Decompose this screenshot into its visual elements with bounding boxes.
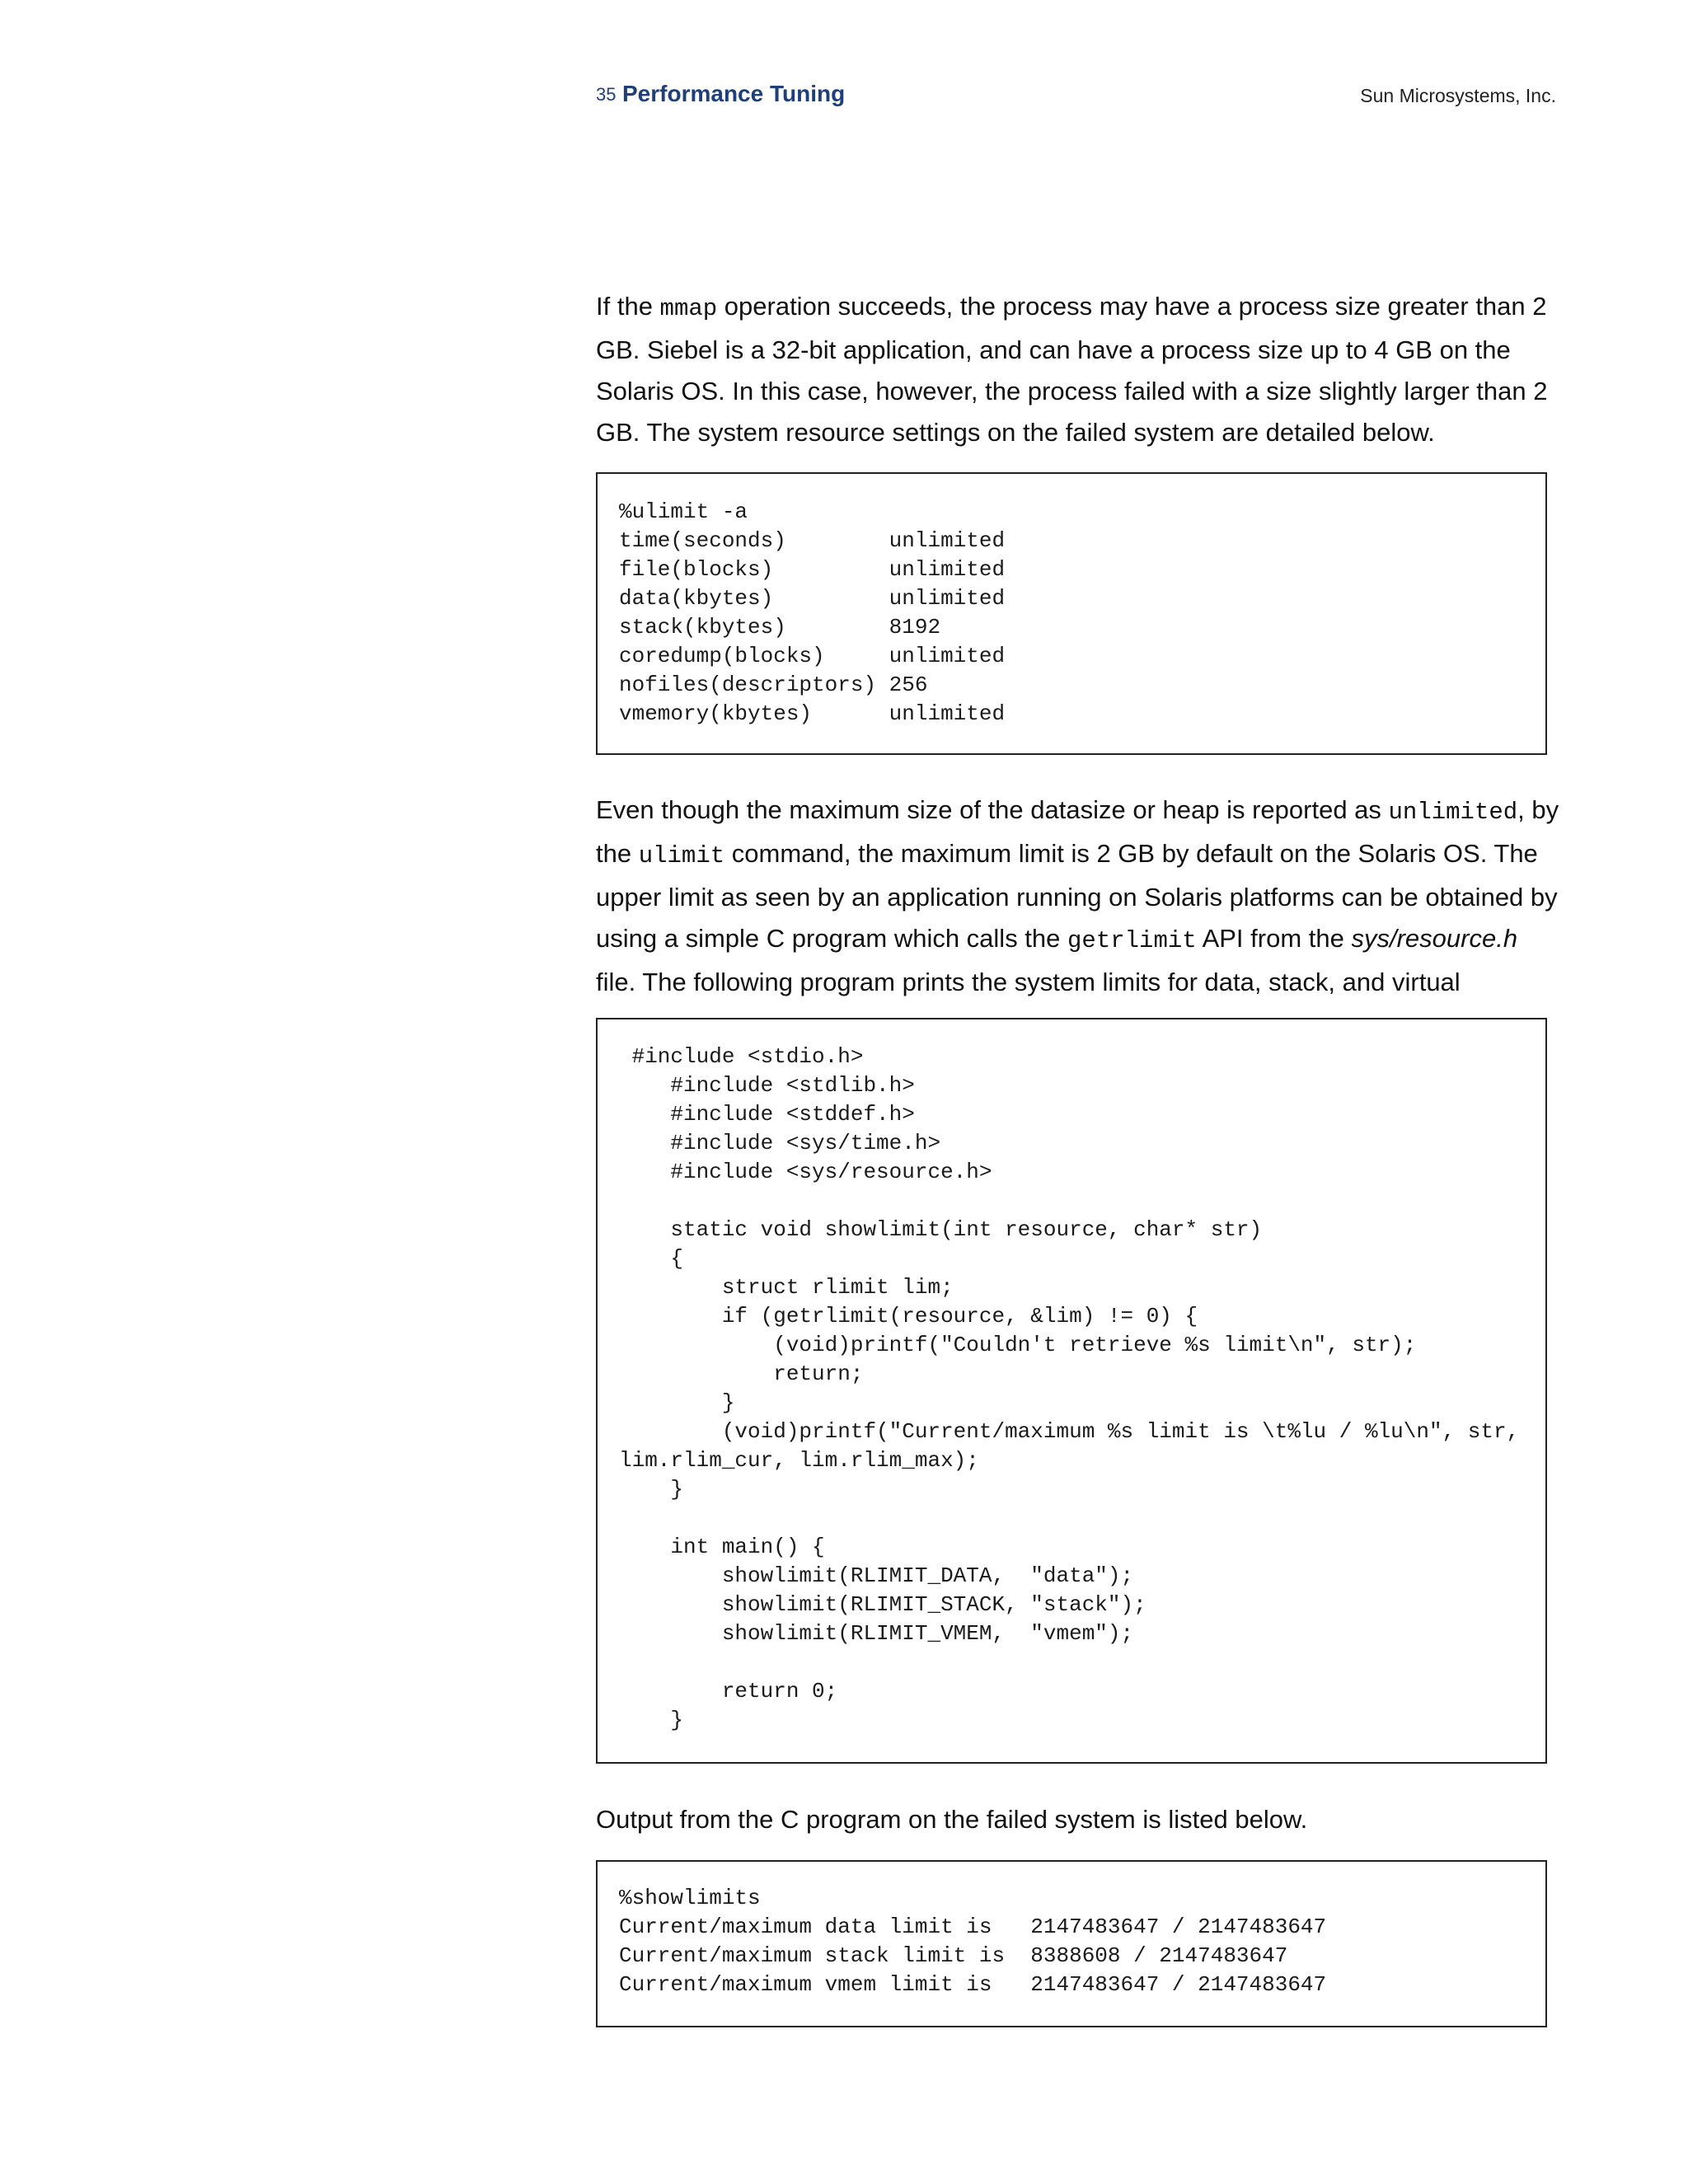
paragraph-mmap: [596, 286, 1560, 453]
page-number: 35: [596, 84, 617, 105]
text: file. The following program prints the system limits for data, stack, and virtual: [596, 968, 1461, 996]
text: If the: [596, 292, 660, 321]
inline-code-unlimited: unlimited: [1388, 799, 1518, 826]
inline-code-ulimit: ulimit: [638, 842, 725, 869]
page-header: [596, 77, 1556, 110]
paragraph-ulimit: [596, 790, 1560, 1044]
paragraph-output: Output from the C program on the failed system is listed below.: [596, 1805, 1308, 1834]
text: , by the: [596, 795, 1559, 868]
code-block-c-program: [596, 1018, 1547, 1764]
inline-code-getrlimit: getrlimit: [1067, 927, 1197, 954]
file-name-resource-h: sys/resource.h: [1351, 924, 1518, 953]
text: command, the maximum limit is 2 GB by default on the Solaris OS. The upper limit as seen by an application running on Solaris platforms can be obtained by using a simple C program which calls the: [596, 839, 1558, 953]
code-ulimit-text: %ulimit -a time(seconds) unlimited file(blocks) unlimited data(kbytes) unlimited stack(kbytes) 8192 coredump(blocks) unlimited nofiles(descriptors) 256 vmemory(kbytes) unlimited: [619, 499, 1006, 726]
code-block-ulimit: [596, 472, 1547, 755]
company-name: Sun Microsystems, Inc.: [1360, 85, 1556, 106]
text: Even though the maximum size of the datasize or heap is reported as: [596, 795, 1389, 824]
text: API from the: [1196, 924, 1352, 953]
inline-code-mmap: mmap: [659, 295, 718, 322]
code-c-program-text: #include <stdio.h> #include <stdlib.h> #include <stddef.h> #include <sys/time.h> #include <sys/resource.h> static void showlimit(int resource, char* str) { struct rlimit lim; if (getrlimit(resource, &lim) != 0) { (void)printf("Couldn't retrieve %s limit\n", str); return; } (void)printf("Current/maximum %s limit is \t%lu / %lu\n", str, lim.rlim_cur, lim.rlim_max); } int main() { showlimit(RLIMIT_DATA, "data"); showlimit(RLIMIT_STACK, "stack"); showlimit(RLIMIT_VMEM, "vmem"); return 0; }: [619, 1044, 1520, 1732]
code-output-text: %showlimits Current/maximum data limit is 2147483647 / 2147483647 Current/maximum stack limit is 8388608 / 2147483647 Current/maximum vmem limit is 2147483647 / 2147483647: [619, 1886, 1327, 1997]
code-block-output: [596, 1860, 1547, 2027]
section-title: Performance Tuning: [622, 81, 846, 106]
text: operation succeeds, the process may have a process size greater than 2 GB. Siebel is a 32-bit application, and can have a process size up to 4 GB on the Solaris OS. In this case, however, the process failed with a size slightly larger than 2 GB. The system resource settings on the failed system are detailed below.: [596, 292, 1548, 447]
